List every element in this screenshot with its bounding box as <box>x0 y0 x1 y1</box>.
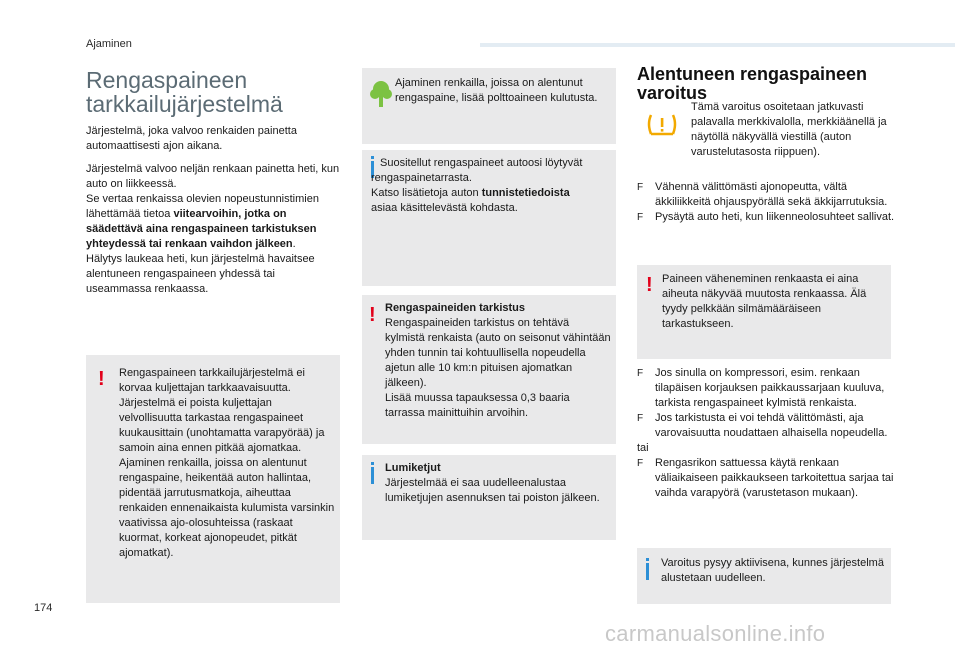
bullet-item <box>637 180 895 210</box>
pressure-box-text: Paineen väheneminen renkaasta ei aina aiheuta näkyvää muutosta renkaassa. Älä tyydy pelkkään silmämääräiseen tarkastukseen. <box>662 273 867 330</box>
or-word: tai <box>637 442 649 454</box>
system-paragraph-end: . <box>292 238 296 250</box>
pressure-box <box>637 265 891 359</box>
info-box-bold: tunnistetiedoista <box>481 187 570 199</box>
check-box-text <box>385 301 611 421</box>
page-title-line2: tarkkailujärjestelmä <box>86 91 283 117</box>
header-bar <box>480 43 955 47</box>
check-title: Rengaspaineiden tarkistus <box>385 302 525 314</box>
check-text: Rengaspaineiden tarkistus on tehtävä kylmistä renkaista (auto on seisonut vähintään yhden tunnin tai kohtuullisella nopeudella ajetun alle 10 km:n pituisen ajomatkan jälkeen). <box>385 317 611 389</box>
check-text-2: Lisää muussa tapauksessa 0,3 baaria tarrassa mainittuihin arvoihin. <box>385 392 570 419</box>
bullet-arrow-icon: F <box>637 368 644 379</box>
left-column <box>86 68 340 297</box>
page-title-line1: Rengaspaineen <box>86 67 248 93</box>
bullet-arrow-icon: F <box>637 212 644 223</box>
warning-exclamation-icon: ! <box>369 304 376 326</box>
intro-paragraph: Järjestelmä, joka valvoo renkaiden painetta automaattisesti ajon aikana. <box>86 125 297 152</box>
chains-box-text <box>385 461 611 506</box>
system-paragraph-c: Hälytys laukeaa heti, kun järjestelmä havaitsee alentuneen rengaspaineen yhdessä tai useammassa renkaassa. <box>86 253 315 295</box>
bullet-arrow-icon: F <box>637 413 644 424</box>
bullet-arrow-icon: F <box>637 182 644 193</box>
bullet-item <box>637 366 895 411</box>
info-icon <box>646 563 649 580</box>
system-paragraph-b: Se vertaa renkaissa olevien nopeustunnistimien lähettämää tietoa <box>86 193 319 220</box>
info-box-line-b: Katso lisätietoja auton <box>371 187 479 199</box>
system-paragraph <box>86 162 340 297</box>
bullet-list-1 <box>637 180 895 225</box>
warning-exclamation-icon: ! <box>98 368 105 390</box>
info-box-tarra <box>362 150 616 286</box>
eco-tree-icon <box>370 80 392 108</box>
system-paragraph-a: Järjestelmä valvoo neljän renkaan painetta heti, kun auto on liikkeessä. <box>86 163 340 190</box>
right-column <box>637 65 897 103</box>
section-title <box>637 65 897 103</box>
chains-text: Järjestelmää ei saa uudelleenalustaa lumiketjujen asennuksen tai poiston jälkeen. <box>385 477 600 504</box>
bullet-arrow-icon: F <box>637 458 644 469</box>
eco-box <box>362 68 616 144</box>
info-box-line-a: Suositellut rengaspaineet autoosi löytyvät rengaspainetarrasta. <box>371 157 583 184</box>
warning-light-text: Tämä varoitus osoitetaan jatkuvasti palavalla merkkivalolla, merkkiäänellä ja näytöllä näkyvällä viestillä (auton varustelutasosta riippuen). <box>691 101 887 158</box>
warning-box-left <box>86 355 340 603</box>
bullet-text: Vähennä välittömästi ajonopeutta, vältä äkkiliikkeitä ohjauspyörällä sekä äkkijarrutuksia. <box>655 181 888 208</box>
tpms-warning-light-icon <box>645 112 679 138</box>
bullet-list-2 <box>637 366 895 501</box>
info-icon <box>371 467 374 484</box>
final-info-box <box>637 548 891 604</box>
warning-exclamation-icon: ! <box>646 274 653 296</box>
final-info-text: Varoitus pysyy aktiivisena, kunnes järjestelmä alustetaan uudelleen. <box>661 557 884 584</box>
bullet-text: Jos sinulla on kompressori, esim. renkaan tilapäisen korjauksen paikkaussarjaan kuuluva, tarkista rengaspaineet kylmistä renkaista. <box>655 367 885 409</box>
bullet-item <box>637 210 895 225</box>
chains-box <box>362 455 616 540</box>
eco-box-text: Ajaminen renkailla, joissa on alentunut rengaspaine, lisää polttoaineen kulutusta. <box>395 77 598 104</box>
bullet-text: Rengasrikon sattuessa käytä renkaan väliaikaiseen paikkaukseen tarkoitettua sarjaa tai vaihda varapyörä (varustetason mukaan). <box>655 457 894 499</box>
page-title <box>86 68 340 116</box>
bullet-text: Jos tarkistusta ei voi tehdä välittömästi, aja varovaisuutta noudattaen alhaisella nopeudella. <box>655 412 888 439</box>
warning-box-text: Rengaspaineen tarkkailujärjestelmä ei korvaa kuljettajan tarkkaavaisuutta. Järjestelmä ei poista kuljettajan velvollisuutta tarkastaa rengaspaineet kuukausittain (unohtamatta varapyörää) ja samoin aina ennen pitkää ajomatkaa. Ajaminen renkailla, joissa on alentunut rengaspaine, heikentää auton hallintaa, pidentää jarrutusmatkoja, aiheuttaa renkaiden ennenaikaista kulumista varsinkin vaativissa ajo-olosuhteissa (raskaat kuormat, korkeat ajonopeudet, pitkät ajomatkat). <box>119 367 335 559</box>
check-box <box>362 295 616 444</box>
page-number: 174 <box>34 602 53 614</box>
section-title-line2: varoitus <box>637 83 708 103</box>
section-title-line1: Alentuneen rengaspaineen <box>637 64 868 84</box>
chains-title: Lumiketjut <box>385 462 441 474</box>
bullet-item <box>637 411 895 441</box>
watermark: carmanualsonline.info <box>605 621 826 646</box>
section-label: Ajaminen <box>86 38 132 50</box>
bullet-item <box>637 456 895 501</box>
info-box-line-c: asiaa käsittelevästä kohdasta. <box>371 202 518 214</box>
system-paragraph-bold: viitearvoihin, jotka on säädettävä aina rengaspaineen tarkistuksen yhteydessä tai renkaan vaihdon jälkeen <box>86 208 317 250</box>
info-box-text <box>371 156 611 216</box>
bullet-text: Pysäytä auto heti, kun liikenneolosuhteet sallivat. <box>655 211 895 223</box>
